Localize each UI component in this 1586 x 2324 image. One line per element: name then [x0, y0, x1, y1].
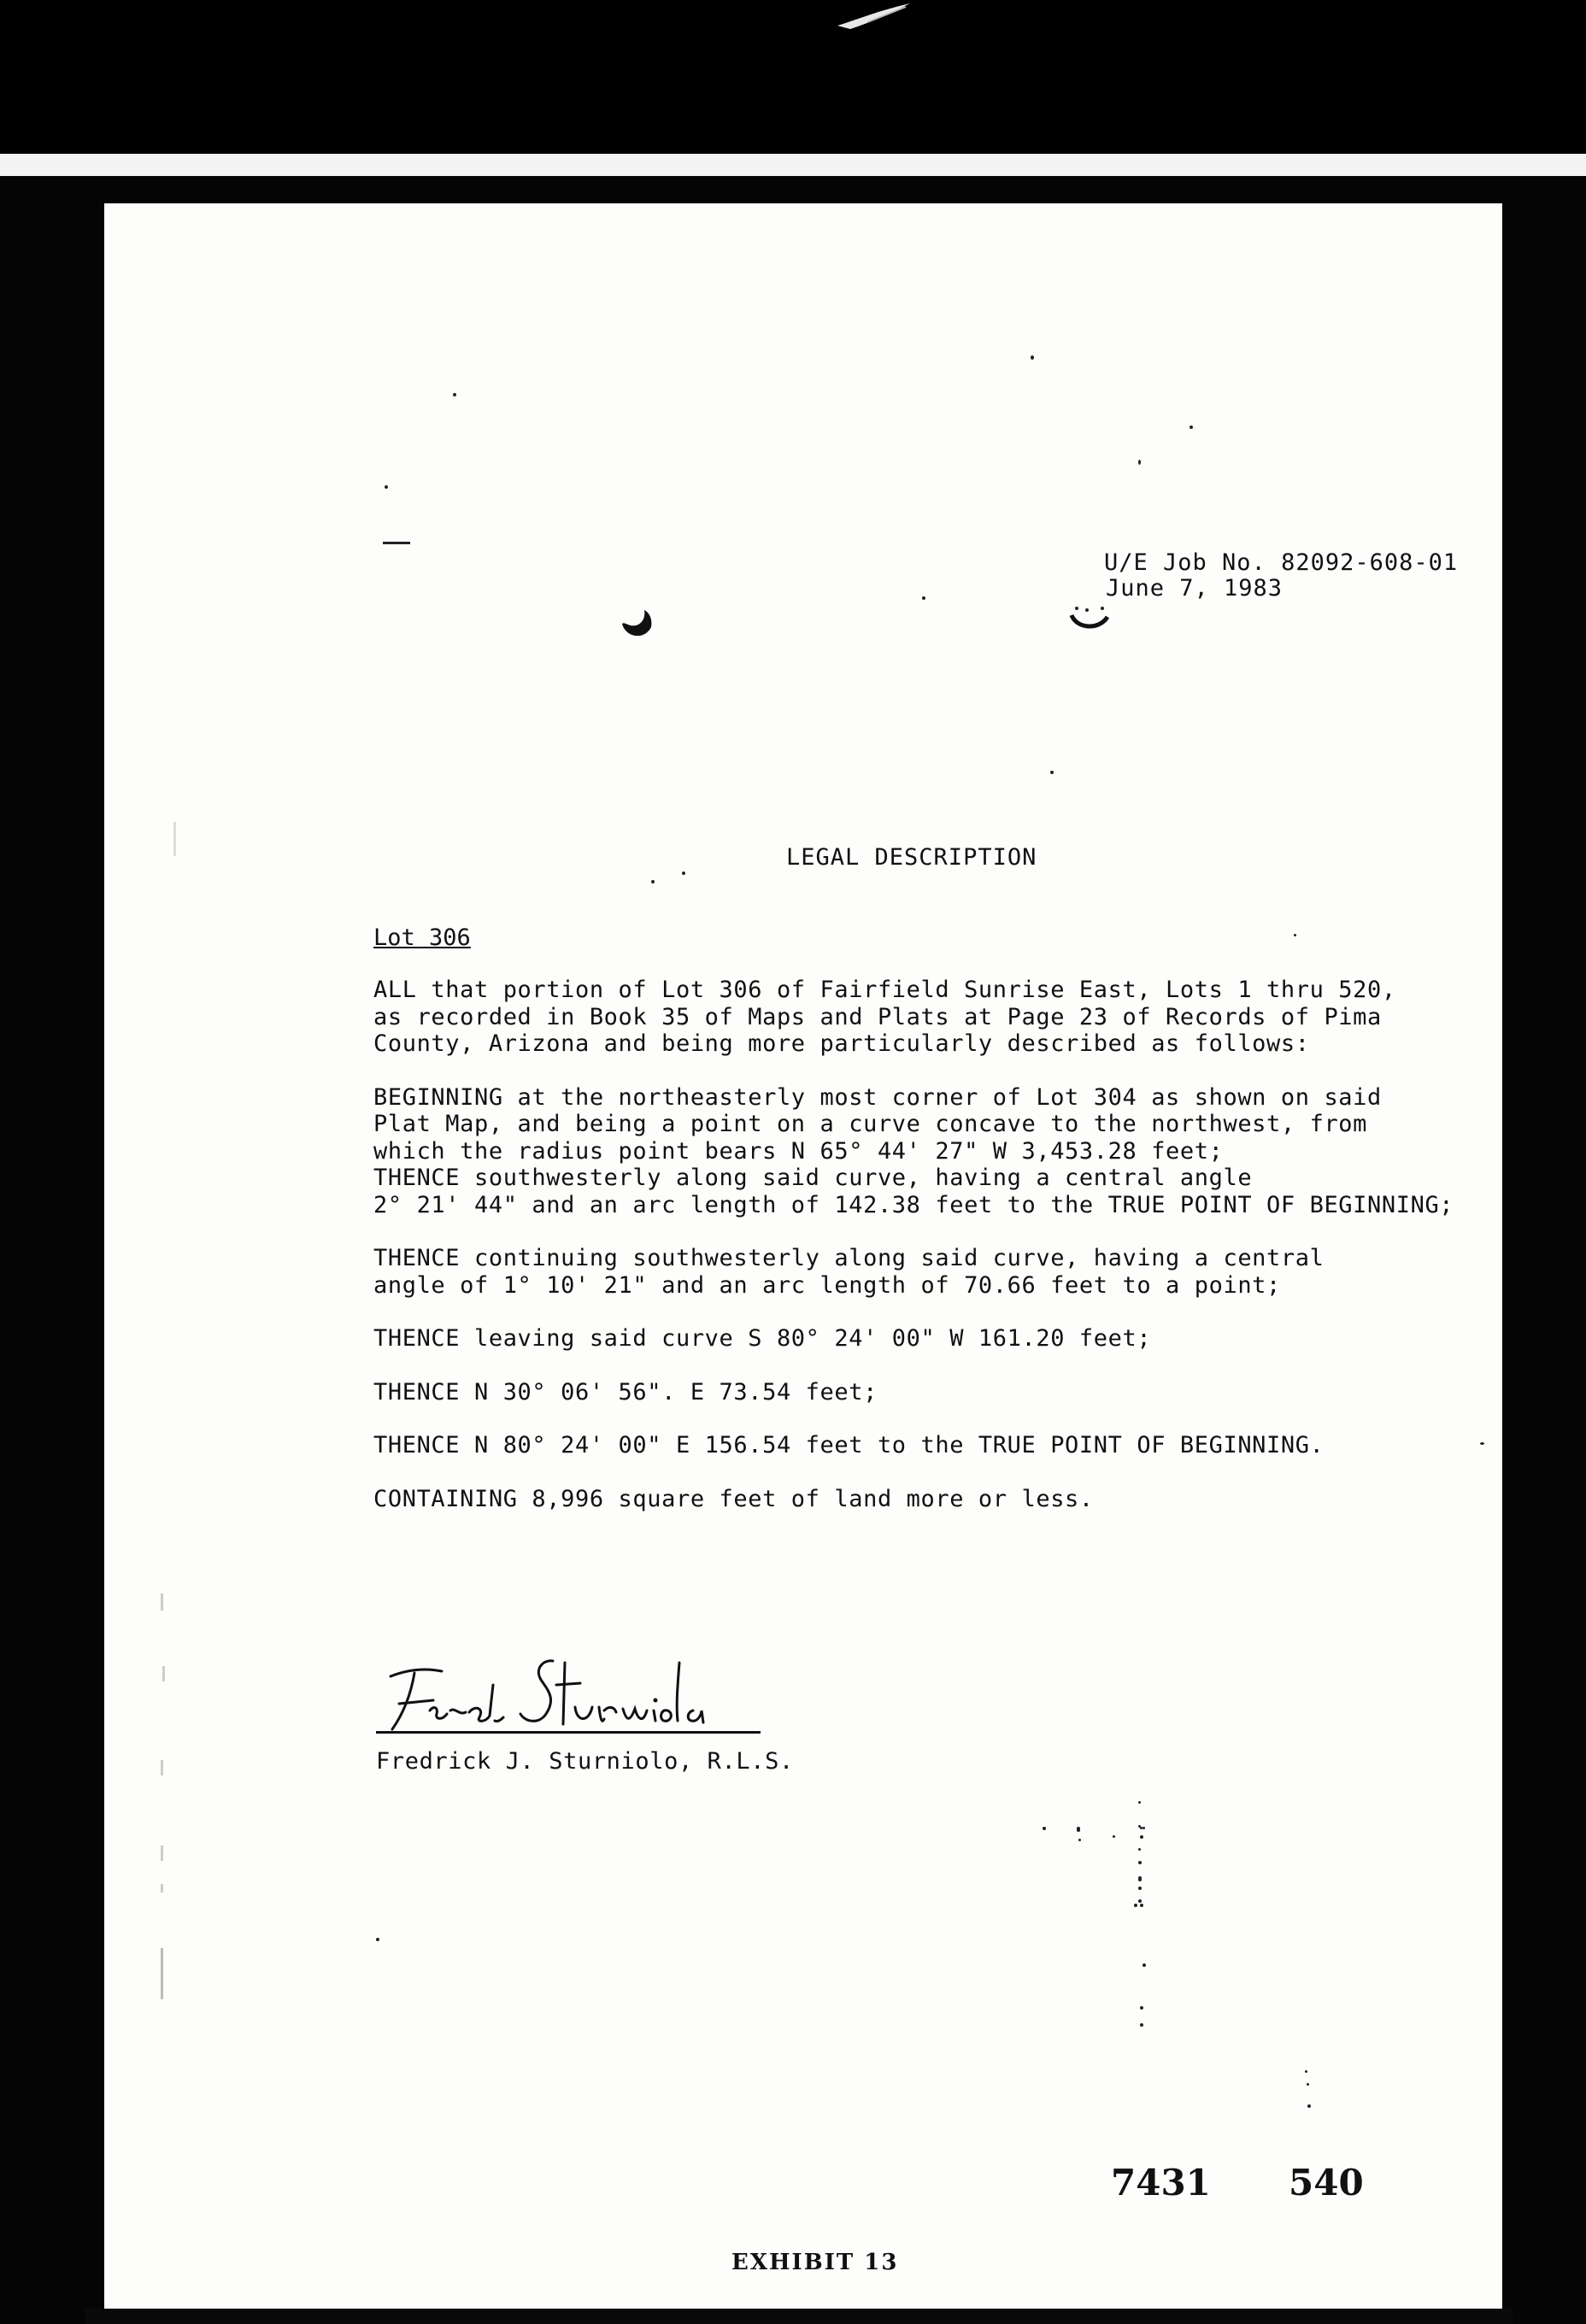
paragraph: [373, 1325, 1433, 1353]
ink-smudge-mark: [1068, 607, 1113, 636]
scan-speck: [385, 485, 388, 489]
text-line: which the radius point bears N 65° 44' 27" W 3,453.28 feet;: [373, 1137, 1224, 1165]
scan-speck: [1143, 1963, 1146, 1967]
scan-top-rule: [0, 154, 1586, 176]
text-line: CONTAINING 8,996 square feet of land more or less.: [373, 1485, 1094, 1512]
scan-speck: [1138, 1861, 1142, 1864]
lot-heading: Lot 306: [373, 924, 471, 951]
scan-speck: [1140, 2006, 1143, 2010]
text-line: THENCE leaving said curve S 80° 24' 00" W 161.20 feet;: [373, 1325, 1152, 1352]
margin-mark: [161, 1846, 163, 1861]
ink-blot-mark: [619, 608, 655, 643]
text-line: Plat Map, and being a point on a curve concave to the northwest, from: [373, 1111, 1368, 1137]
scan-dash-mark: [383, 542, 410, 544]
scan-speck: [1050, 771, 1054, 774]
paragraph: [373, 1486, 1433, 1513]
text-line: THENCE continuing southwesterly along said curve, having a central: [373, 1245, 1325, 1271]
signature-line: [376, 1731, 761, 1734]
scan-speck: [1138, 460, 1141, 465]
margin-mark: [161, 1884, 163, 1893]
text-line: THENCE southwesterly along said curve, having a central angle: [373, 1165, 1253, 1191]
scan-speck: [682, 872, 685, 875]
scan-speck: [1134, 1904, 1137, 1907]
exhibit-label: EXHIBIT 13: [731, 2250, 899, 2275]
scan-speck: [651, 880, 655, 883]
scan-speck: [1480, 1442, 1484, 1445]
text-line: BEGINNING at the northeasterly most corner of Lot 304 as shown on said: [373, 1083, 1382, 1111]
margin-mark: [161, 1760, 163, 1775]
text-line: as recorded in Book 35 of Maps and Plats at Page 23 of Records of Pima: [373, 1003, 1382, 1030]
text-line: THENCE N 30° 06' 56". E 73.54 feet;: [373, 1378, 878, 1406]
text-line: 2° 21' 44" and an arc length of 142.38 feet to the TRUE POINT OF BEGINNING;: [373, 1191, 1454, 1218]
paragraph: [373, 1083, 1454, 1219]
scan-speck: [1077, 1828, 1080, 1832]
scan-speck: [1138, 1848, 1141, 1851]
scan-speck: [1190, 425, 1193, 429]
scan-artifact-mark: [833, 0, 919, 34]
scan-speck: [1140, 1835, 1143, 1839]
scan-speck: [453, 393, 456, 396]
scan-speck: [1078, 1839, 1081, 1841]
paragraph: [373, 1379, 1433, 1406]
text-line: ALL that portion of Lot 306 of Fairfield Sunrise East, Lots 1 thru 520,: [373, 977, 1396, 1003]
margin-mark: [162, 1666, 165, 1681]
scan-speck: [1305, 2070, 1307, 2073]
scan-speck: [922, 596, 925, 600]
margin-mark: [161, 1593, 163, 1611]
scan-speck: [1043, 1827, 1046, 1830]
job-number: U/E Job No. 82092-608-01: [1104, 549, 1459, 576]
scan-speck: [1113, 1835, 1115, 1838]
margin-mark: [173, 822, 176, 856]
scan-speck: [1307, 2104, 1311, 2108]
scan-speck: [1138, 1899, 1142, 1903]
scan-speck: [1138, 1878, 1142, 1881]
text-line: angle of 1° 10' 21" and an arc length of 70.66 feet to a point;: [373, 1271, 1281, 1299]
scan-speck: [1143, 1827, 1145, 1829]
paragraph: [373, 1245, 1433, 1299]
scan-speck: [1140, 1904, 1143, 1907]
scan-speck: [376, 1938, 379, 1941]
text-line: THENCE N 80° 24' 00" E 156.54 feet to the TRUE POINT OF BEGINNING.: [373, 1432, 1325, 1458]
document-header: [1104, 550, 1458, 602]
scan-top-band: [0, 0, 1586, 152]
scan-speck: [1140, 2023, 1143, 2027]
scan-speck: [1138, 1887, 1142, 1890]
legal-description-body: [373, 977, 1454, 1539]
section-title: LEGAL DESCRIPTION: [786, 844, 1037, 871]
margin-mark: [161, 1948, 163, 1999]
handwritten-signature: [373, 1651, 767, 1736]
scan-speck: [1138, 1801, 1141, 1804]
stamp-number-left: 7431: [1111, 2162, 1211, 2204]
document-date: June 7, 1983: [1106, 575, 1283, 602]
scan-speck: [1307, 2083, 1309, 2086]
scan-bottom-edge: [85, 2309, 1513, 2324]
text-line: County, Arizona and being more particularly described as follows:: [373, 1030, 1310, 1057]
paragraph: [373, 1432, 1433, 1459]
scan-speck: [1031, 355, 1034, 360]
signer-name: Fredrick J. Sturniolo, R.L.S.: [376, 1748, 794, 1775]
stamp-number-right: 540: [1289, 2162, 1364, 2204]
paragraph: [373, 977, 1433, 1058]
scan-speck: [1294, 934, 1296, 936]
